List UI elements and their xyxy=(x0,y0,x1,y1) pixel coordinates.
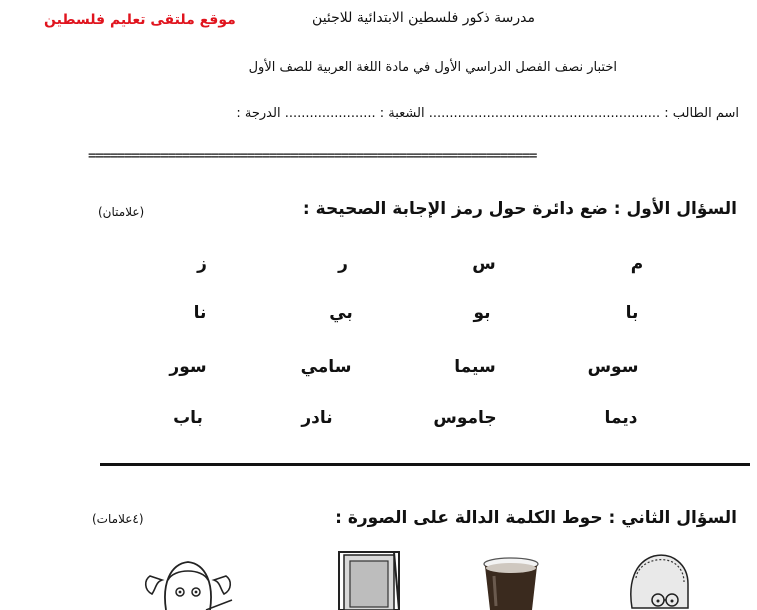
option-cell[interactable]: سيما xyxy=(454,357,496,377)
option-cell[interactable]: سور xyxy=(169,357,207,377)
option-cell[interactable]: ديما xyxy=(604,408,638,428)
door-icon xyxy=(336,549,402,610)
question1-marks: (علامتان) xyxy=(98,205,145,219)
section-divider xyxy=(100,463,750,466)
option-cell[interactable]: نادر xyxy=(301,408,333,428)
grandma-icon xyxy=(624,548,694,610)
option-cell[interactable]: سامي xyxy=(300,357,352,377)
option-cell[interactable]: بو xyxy=(473,303,491,323)
girl-icon xyxy=(140,554,236,610)
option-cell[interactable]: باب xyxy=(173,408,203,428)
school-name: مدرسة ذكور فلسطين الابتدائية للاجئين xyxy=(312,10,535,26)
exam-title: اختبار نصف الفصل الدراسي الأول في مادة اللغة العربية للصف الأول xyxy=(248,60,617,75)
option-cell[interactable]: بي xyxy=(329,303,353,323)
site-name: موقع ملتقى تعليم فلسطين xyxy=(44,12,236,28)
question1-title: السؤال الأول : ضع دائرة حول رمز الإجابة الصحيحة : xyxy=(302,199,737,219)
glass-icon xyxy=(480,556,542,610)
option-cell[interactable]: ز xyxy=(197,254,207,274)
option-cell[interactable]: نا xyxy=(193,303,207,323)
question2-title: السؤال الثاني : حوط الكلمة الدالة على الصورة : xyxy=(335,508,737,528)
option-cell[interactable]: سوس xyxy=(587,357,639,377)
option-cell[interactable]: با xyxy=(625,303,639,323)
question2-marks: (٤علامات) xyxy=(92,512,144,526)
student-info-line: اسم الطالب : ........................................................ الشعبة : ...................... الدرجة : xyxy=(236,106,739,121)
option-cell[interactable]: ر xyxy=(338,254,348,274)
option-cell[interactable]: م xyxy=(630,254,644,274)
option-cell[interactable]: جاموس xyxy=(433,408,497,428)
option-cell[interactable]: س xyxy=(472,254,496,274)
separator-line: ============================================================== xyxy=(88,148,537,164)
